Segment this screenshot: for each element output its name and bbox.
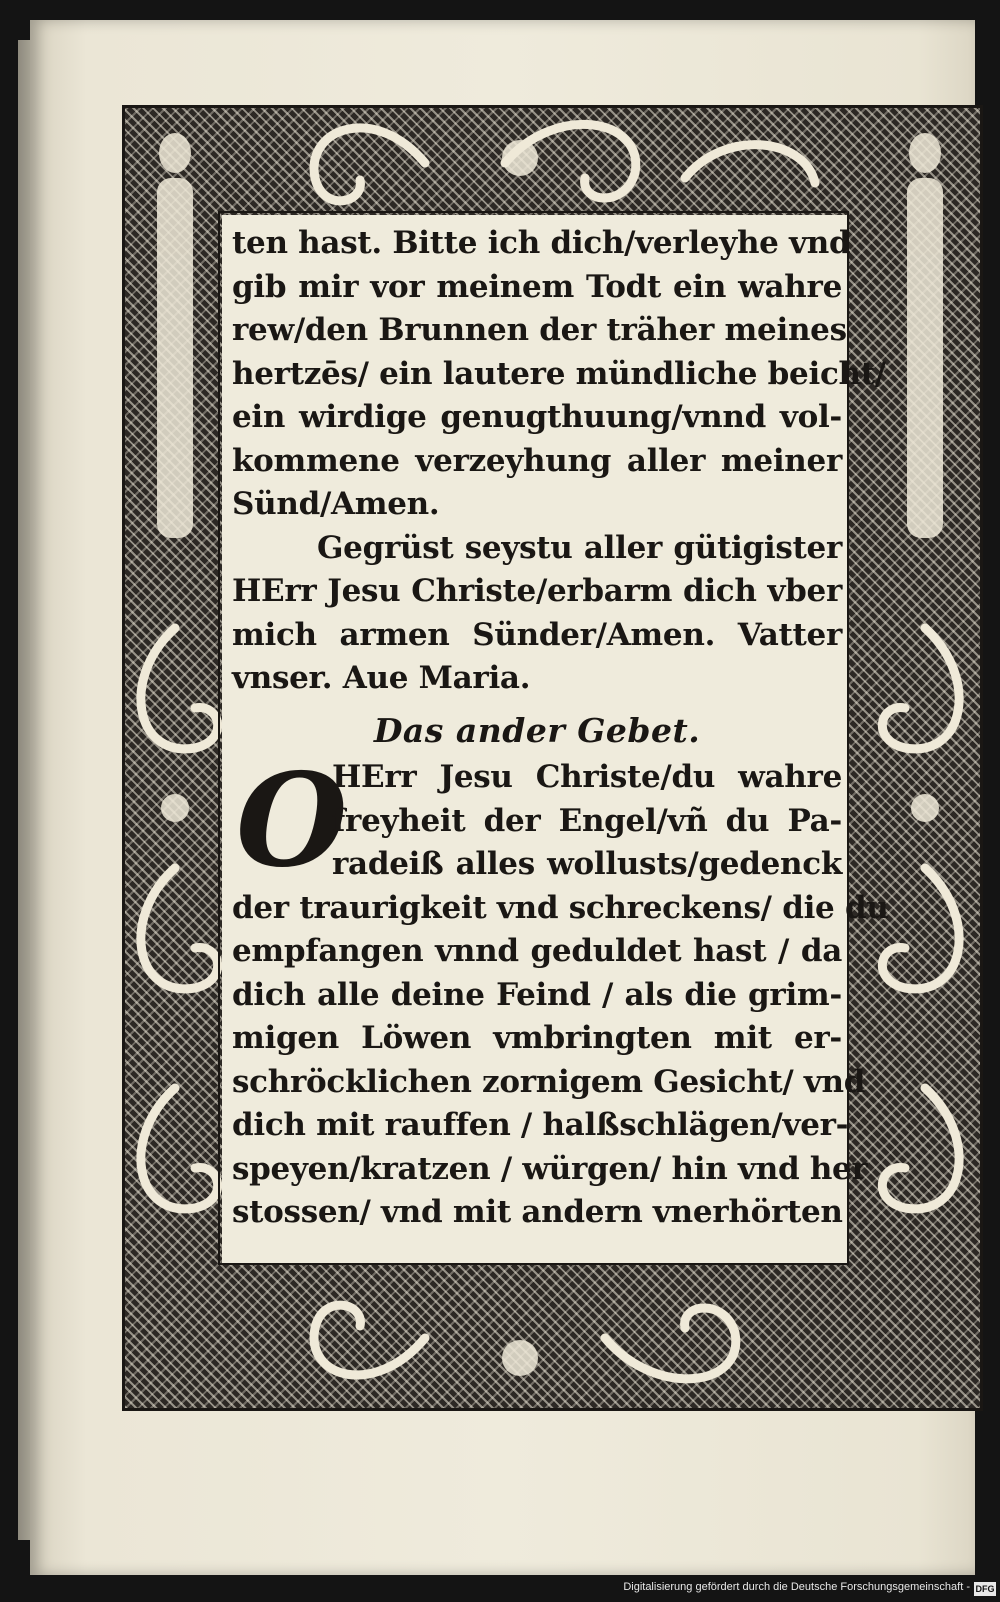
text-line: radeiß alles wollusts/gedenck [332, 846, 842, 882]
text-line: empfangen vnnd geduldet hast / da [232, 933, 842, 969]
page-text [232, 222, 889, 1235]
text-line: vnser. Aue Maria. [232, 660, 531, 696]
text-line: rew/den Brunnen der träher meines [232, 312, 847, 348]
dfg-logo: DFG [975, 1584, 995, 1594]
text-line: mich armen Sünder/Amen. Vatter [232, 616, 842, 653]
text-line: schröcklichen zornigem Gesicht/ vnd [232, 1063, 866, 1100]
text-line: speyen/kratzen / würgen/ hin vnd her [232, 1150, 868, 1187]
prayer-heading: Das ander Gebet. [373, 710, 701, 750]
text-line: ein wirdige genugthuung/vnnd vol- [232, 399, 842, 435]
text-line: ten hast. Bitte ich dich/verleyhe vnd [232, 225, 851, 261]
text-line: HErr Jesu Christe/erbarm dich vber [232, 573, 842, 609]
text-line: migen Löwen vmbringten mit er- [232, 1020, 842, 1056]
text-line: Gegrüst seystu aller gütigister [317, 529, 842, 566]
drop-cap: O [236, 746, 348, 896]
text-line: dich alle deine Feind / als die grim- [232, 976, 842, 1013]
text-line: kommene verzeyhung aller meiner [232, 442, 842, 479]
funding-note: Digitalisierung gefördert durch die Deutsche Forschungsgemeinschaft - [623, 1581, 970, 1593]
text-line: gib mir vor meinem Todt ein wahre [232, 268, 842, 305]
text-line: HErr Jesu Christe/du wahre [332, 759, 842, 795]
text-line: der traurigkeit vnd schreckens/ die du [232, 889, 889, 926]
text-line: dich mit rauffen / halßschlägen/ver- [232, 1107, 849, 1143]
text-line: Sünd/Amen. [232, 486, 440, 522]
text-line: freyheit der Engel/vñ du Pa- [332, 802, 842, 839]
text-line: stossen/ vnd mit andern vnerhörten [232, 1194, 843, 1230]
text-line: hertzēs/ ein lautere mündliche beicht/ [232, 355, 886, 392]
